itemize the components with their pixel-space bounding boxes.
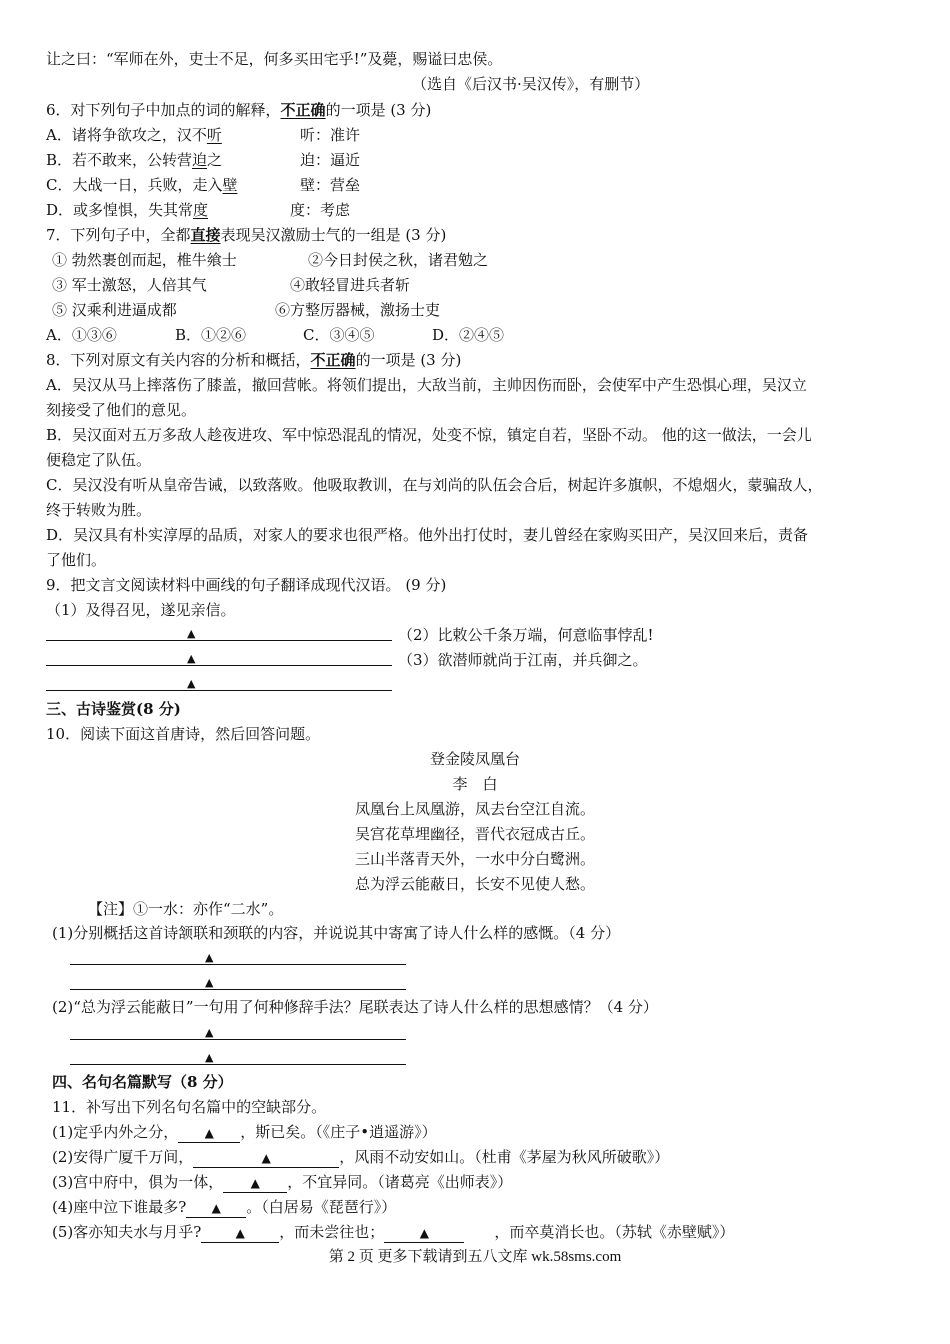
q6-option-d: D．或多惶惧，失其常度 [46, 201, 209, 219]
q6-gloss-b: 迫：逼近 [300, 151, 361, 169]
fill-blank[interactable] [186, 1199, 246, 1218]
q9-sub2: （2）比敕公千条万端，何意临事悖乱! [398, 626, 654, 644]
q8-option-d-line2: 了他们。 [46, 551, 107, 569]
answer-marker-icon: ▲ [187, 652, 196, 665]
poem-author: 李 白 [452, 775, 498, 793]
poem-line-1: 凤凰台上凤凰游，凤去台空江自流。 [354, 800, 595, 818]
q7-item-1: ① 勃然裹创而起，椎牛飨士 [52, 251, 237, 269]
q8-option-b-line2: 便稳定了队伍。 [46, 451, 152, 469]
answer-marker-icon: ▲ [211, 1201, 221, 1215]
poem-line-4: 总为浮云能蔽日，长安不见使人愁。 [354, 875, 595, 893]
q8-option-c-line1: C．吴汉没有听从皇帝告诫，以致落败。他吸取教训，在与刘尚的队伍会合后，树起许多旗帜，不熄烟火，蒙骗敌人， [46, 476, 823, 494]
fill-blank[interactable] [193, 1149, 339, 1168]
q10-stem: 10．阅读下面这首唐诗，然后回答问题。 [46, 725, 321, 743]
q9-answer-line-1[interactable] [46, 640, 392, 641]
poem-note: 【注】①一水：亦作“二水”。 [88, 900, 284, 918]
q6-option-a: A．诸将争欲攻之，汉不听 [46, 126, 222, 144]
q10-sub2: (2)“总为浮云能蔽日”一句用了何种修辞手法？尾联表达了诗人什么样的思想感情？（4 分） [52, 998, 658, 1016]
q11-line-1: (1)定乎内外之分， ▲ ，斯已矣。（《庄子•逍遥游》） [52, 1123, 437, 1141]
section-4-title: 四、名句名篇默写（8 分） [52, 1073, 233, 1091]
q7-choice-a: A．①③⑥ [46, 326, 117, 344]
q10-sub1: (1)分别概括这首诗颔联和颈联的内容，并说说其中寄寓了诗人什么样的感慨。（4 分） [52, 924, 621, 942]
q7-choice-d: D．②④⑤ [432, 326, 505, 344]
q6-stem: 6．对下列句子中加点的词的解释，不正确的一项是 (3 分) [46, 101, 432, 119]
q7-item-5: ⑤ 汉乘利进逼成都 [52, 301, 177, 319]
q7-choice-b: B．①②⑥ [175, 326, 247, 344]
q8-keyword: 不正确 [310, 351, 356, 369]
q9-answer-line-3[interactable] [46, 690, 392, 691]
q9-sub3: （3）欲潜师就尚于江南，并兵御之。 [398, 651, 648, 669]
q6-gloss-c: 壁：营垒 [300, 176, 361, 194]
answer-marker-icon: ▲ [205, 951, 214, 964]
q7-stem: 7．下列句子中，全都直接表现吴汉激励士气的一组是 (3 分) [46, 226, 447, 244]
answer-marker-icon: ▲ [205, 1051, 214, 1064]
q11-line-3: (3)宫中府中，俱为一体， ▲ ，不宜异同。（诸葛亮《出师表》） [52, 1173, 513, 1191]
answer-marker-icon: ▲ [250, 1176, 260, 1190]
q11-line-2: (2)安得广厦千万间， ▲ ，风雨不动安如山。（杜甫《茅屋为秋风所破歌》） [52, 1148, 670, 1166]
answer-marker-icon: ▲ [205, 1026, 214, 1039]
q7-item-6: ⑥方整厉器械，激扬士吏 [275, 301, 441, 319]
poem-line-2: 吴宫花草埋幽径，晋代衣冠成古丘。 [354, 825, 595, 843]
q10-answer-line-1[interactable] [70, 964, 406, 965]
q7-choice-c: C．③④⑤ [303, 326, 375, 344]
answer-marker-icon: ▲ [419, 1226, 429, 1240]
q11-stem: 11．补写出下列名句名篇中的空缺部分。 [52, 1098, 327, 1116]
fill-blank[interactable] [384, 1224, 464, 1243]
q9-sub1: （1）及得召见，遂见亲信。 [46, 601, 236, 619]
q8-option-c-line2: 终于转败为胜。 [46, 501, 152, 519]
fill-blank[interactable] [178, 1124, 240, 1143]
q6-gloss-d: 度：考虑 [290, 201, 351, 219]
q6-keyword: 不正确 [280, 101, 326, 119]
q7-keyword: 直接 [190, 226, 221, 244]
q9-stem: 9．把文言文阅读材料中画线的句子翻译成现代汉语。 (9 分) [46, 576, 447, 594]
source-note: （选自《后汉书·吴汉传》，有删节） [412, 75, 650, 93]
answer-marker-icon: ▲ [187, 677, 196, 690]
q7-item-4: ④敢轻冒进兵者斩 [290, 276, 411, 294]
q8-option-d-line1: D．吴汉具有朴实淳厚的品质，对家人的要求也很严格。他外出打仗时，妻儿曾经在家购买田产，吴汉回来后，责备 [46, 526, 809, 544]
answer-marker-icon: ▲ [235, 1226, 245, 1240]
poem-line-3: 三山半落青天外，一水中分白鹭洲。 [354, 850, 595, 868]
poem-title: 登金陵凤凰台 [429, 750, 520, 768]
fill-blank[interactable] [223, 1174, 287, 1193]
q6-option-c: C．大战一日，兵败，走入壁 [46, 176, 238, 194]
q8-option-b-line1: B．吴汉面对五万多敌人趁夜进攻、军中惊恐混乱的情况，处变不惊，镇定自若，坚卧不动。 他的这一做法，一会儿 [46, 426, 812, 444]
answer-marker-icon: ▲ [205, 976, 214, 989]
q10-answer-line-3[interactable] [70, 1039, 406, 1040]
q11-line-5: (5)客亦知夫水与月乎? ▲ ，而未尝往也； ▲ ，而卒莫消长也。（苏轼《赤壁赋》） [52, 1223, 735, 1241]
answer-marker-icon: ▲ [204, 1126, 214, 1140]
q8-stem: 8．下列对原文有关内容的分析和概括，不正确的一项是 (3 分) [46, 351, 462, 369]
q7-item-2: ②今日封侯之秋，诸君勉之 [308, 251, 489, 269]
q8-option-a-line1: A．吴汉从马上摔落伤了膝盖，撤回营帐。将领们提出，大敌当前，主帅因伤而卧，会使军中产生恐惧心理，吴汉立 [46, 376, 807, 394]
q6-gloss-a: 听：准许 [300, 126, 361, 144]
section-3-title: 三、古诗鉴赏(8 分) [46, 700, 181, 718]
q9-answer-line-2[interactable] [46, 665, 392, 666]
q7-item-3: ③ 军士激怒，人倍其气 [52, 276, 207, 294]
answer-marker-icon: ▲ [187, 627, 196, 640]
q8-option-a-line2: 刻接受了他们的意见。 [46, 401, 197, 419]
q10-answer-line-2[interactable] [70, 989, 406, 990]
q6-option-b: B．若不敢来，公转营迫之 [46, 151, 223, 169]
passage-last-line: 让之曰：“军师在外，吏士不足，何多买田宅乎!”及薨，赐谥曰忠侯。 [46, 50, 503, 68]
q10-answer-line-4[interactable] [70, 1064, 406, 1065]
fill-blank[interactable] [201, 1224, 279, 1243]
q11-line-4: (4)座中泣下谁最多? ▲ 。（白居易《琵琶行》） [52, 1198, 397, 1216]
page-footer: 第 2 页 更多下载请到五八文库 wk.58sms.com [328, 1249, 622, 1265]
answer-marker-icon: ▲ [261, 1151, 271, 1165]
